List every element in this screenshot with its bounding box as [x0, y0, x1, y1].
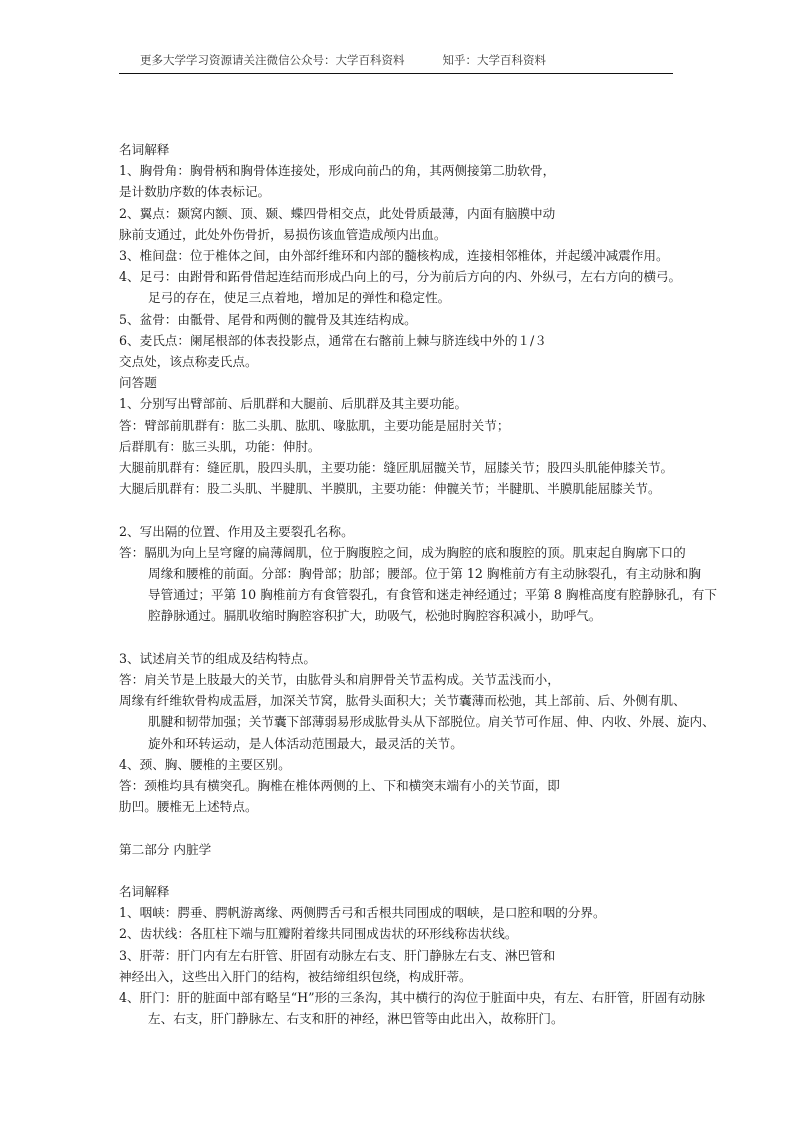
document-body [119, 139, 789, 1029]
page-header [140, 52, 546, 68]
text-line: 大腿后肌群有：股二头肌、半腱肌、半膜肌，主要功能：伸髋关节；半腱肌、半膜肌能屈膝关节。 [119, 481, 661, 497]
blank-line [119, 499, 789, 520]
text-line: 肋凹。腰椎无上述特点。 [119, 799, 258, 815]
text-line: 4、颈、胸、腰椎的主要区别。 [119, 756, 291, 772]
text-line: 是计数肋序数的体表标记。 [119, 184, 271, 200]
header-wechat-text: 更多大学学习资源请关注微信公众号：大学百科资料 [140, 53, 405, 67]
text-line: 5、盆骨：由骶骨、尾骨和两侧的髋骨及其连结构成。 [119, 311, 417, 327]
header-zhihu-text: 知乎：大学百科资料 [442, 53, 546, 67]
text-line: 4、足弓：由跗骨和跖骨借起连结而形成凸向上的弓，分为前后方向的内、外纵弓，左右方向的横弓。 [119, 269, 682, 285]
text-line: 周缘有纤维软骨构成盂唇，加深关节窝，肱骨头面积大；关节囊薄而松弛，其上部前、后、外侧有肌、 [119, 693, 686, 709]
blank-line [119, 627, 789, 648]
text-line: 左、右支，肝门静脉左、右支和肝的神经，淋巴管等由此出入，故称肝门。 [148, 1011, 564, 1027]
text-line: 答：臂部前肌群有：肱二头肌、肱肌、喙肱肌，主要功能是屈肘关节； [119, 417, 510, 433]
text-line: 2、翼点：颞窝内额、顶、颞、蝶四骨相交点，此处骨质最薄，内面有脑膜中动 [119, 205, 556, 221]
text-line: 1、胸骨角：胸骨柄和胸骨体连接处，形成向前凸的角，其两侧接第二肋软骨， [119, 163, 556, 179]
text-line: 答：肩关节是上肢最大的关节，由肱骨头和肩胛骨关节盂构成。关节盂浅而小， [119, 672, 560, 688]
text-line: 1、分别写出臂部前、后肌群和大腿前、后肌群及其主要功能。 [119, 396, 468, 412]
text-line: 周缘和腰椎的前面。分部：胸骨部；肋部；腰部。位于第 12 胸椎前方有主动脉裂孔，有主动脉和胸 [148, 566, 701, 582]
text-line: 脉前支通过，此处外伤骨折，易损伤该血管造成颅内出血。 [119, 226, 447, 242]
text-line: 神经出入，这些出入肝门的结构，被结缔组织包绕，构成肝蒂。 [119, 968, 472, 984]
text-line: 1、咽峡：腭垂、腭帆游离缘、两侧腭舌弓和舌根共同围成的咽峡，是口腔和咽的分界。 [119, 905, 606, 921]
text-line: 导管通过；平第 10 胸椎前方有食管裂孔，有食管和迷走神经通过；平第 8 胸椎高度有腔静脉孔，有下 [148, 587, 717, 603]
blank-line [119, 860, 789, 881]
text-line: 问答题 [119, 375, 157, 391]
text-line: 第二部分 内脏学 [119, 841, 212, 857]
text-line: 2、写出隔的位置、作用及主要裂孔名称。 [119, 523, 354, 539]
text-line: 名词解释 [119, 142, 170, 157]
text-line: 4、肝门：肝的脏面中部有略呈“H”形的三条沟，其中横行的沟位于脏面中央，有左、右肝管，肝固有动脉 [119, 990, 705, 1006]
text-line: 3、椎间盘：位于椎体之间，由外部纤维环和内部的髓核构成，连接相邻椎体，并起缓冲减震作用。 [119, 248, 669, 264]
text-line: 2、齿状线：各肛柱下端与肛瓣附着缘共同围成齿状的环形线称齿状线。 [119, 926, 518, 942]
text-line: 名词解释 [119, 884, 170, 900]
text-line: 大腿前肌群有：缝匠肌，股四头肌，主要功能：缝匠肌屈髋关节，屈膝关节；股四头肌能伸膝关节。 [119, 460, 674, 476]
text-line: 足弓的存在，使足三点着地，增加足的弹性和稳定性。 [148, 290, 451, 306]
header-rule [119, 73, 673, 74]
text-line: 答：膈肌为向上呈穹窿的扁薄阔肌，位于胸腹腔之间，成为胸腔的底和腹腔的顶。肌束起自胸廓下口的 [119, 544, 686, 560]
text-line: 6、麦氏点：阑尾根部的体表投影点，通常在右髂前上棘与脐连线中外的１/３ [119, 332, 547, 348]
text-line: 答：颈椎均具有横突孔。胸椎在椎体两侧的上、下和横突末端有小的关节面，即 [119, 778, 560, 794]
text-line: 3、试述肩关节的组成及结构特点。 [119, 650, 316, 666]
text-line: 旋外和环转运动，是人体活动范围最大，最灵活的关节。 [148, 735, 463, 751]
blank-line [119, 817, 789, 838]
text-line: 3、肝蒂：肝门内有左右肝管、肝固有动脉左右支、肝门静脉左右支、淋巴管和 [119, 947, 556, 963]
text-line: 肌腱和韧带加强；关节囊下部薄弱易形成肱骨头从下部脱位。肩关节可作屈、伸、内收、外展、旋内、 [148, 714, 715, 730]
text-line: 腔静脉通过。膈肌收缩时胸腔容积扩大，助吸气，松弛时胸腔容积减小，助呼气。 [148, 608, 602, 624]
text-line: 后群肌有：肱三头肌，功能：伸肘。 [119, 438, 321, 454]
text-line: 交点处，该点称麦氏点。 [119, 354, 258, 370]
